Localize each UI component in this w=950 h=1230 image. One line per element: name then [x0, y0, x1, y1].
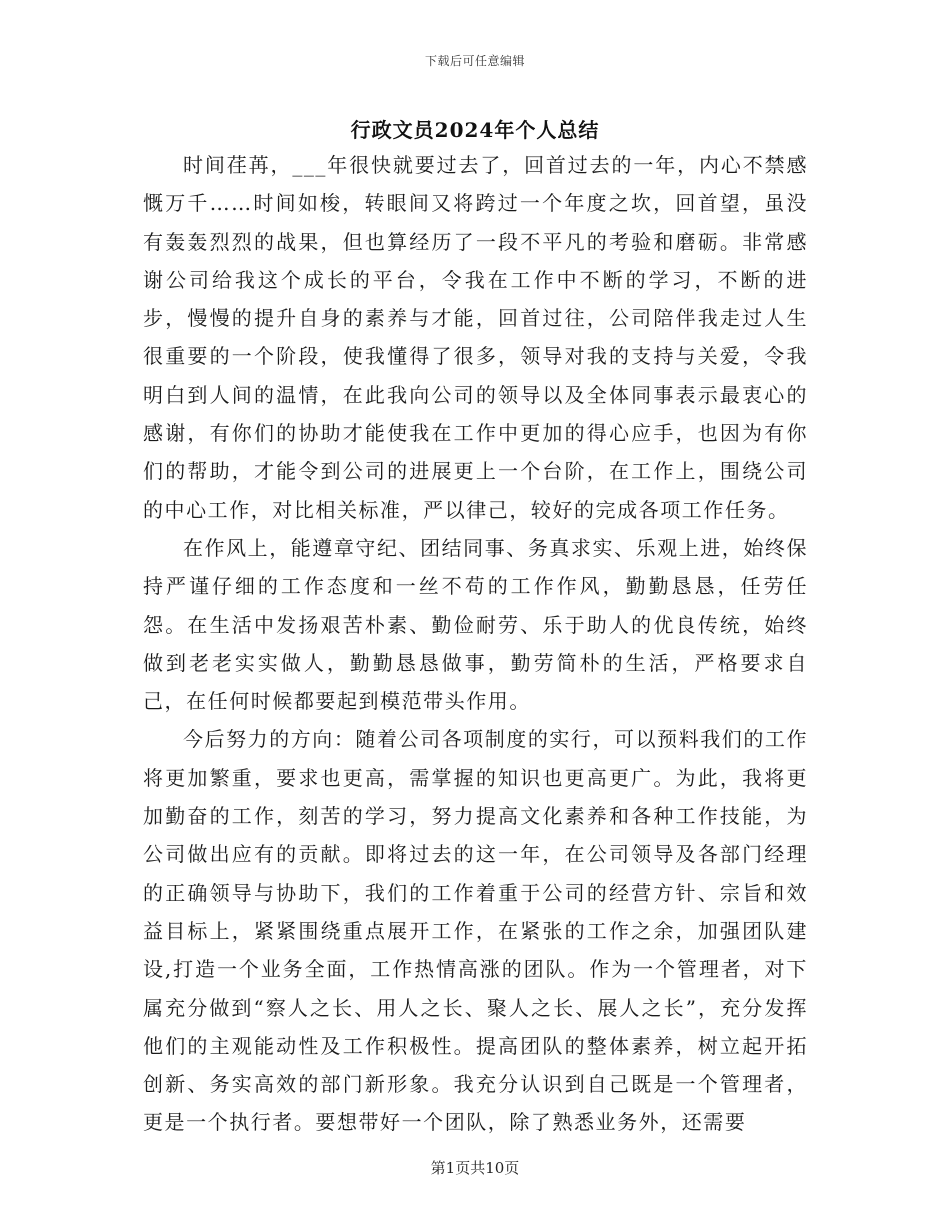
paragraph-1: 时间荏苒，___年很快就要过去了，回首过去的一年，内心不禁感慨万千……时间如梭，转眼间又将跨过一个年度之坎，回首望，虽没有轰轰烈烈的战果，但也算经历了一段不平凡的考验和磨砺。非常感谢公司给我这个成长的平台，令我在工作中不断的学习，不断的进步，慢慢的提升自身的素养与才能，回首过往，公司陪伴我走过人生很重要的一个阶段，使我懂得了很多，领导对我的支持与关爱，令我明白到人间的温情，在此我向公司的领导以及全体同事表示最衷心的感谢，有你们的协助才能使我在工作中更加的得心应手，也因为有你们的帮助，才能令到公司的进展更上一个台阶，在工作上，围绕公司的中心工作，对比相关标准，严以律己，较好的完成各项工作任务。	[143, 153, 808, 522]
paragraph-2: 在作风上，能遵章守纪、团结同事、务真求实、乐观上进，始终保持严谨仔细的工作态度和一丝不苟的工作作风，勤勤恳恳，任劳任怨。在生活中发扬艰苦朴素、勤俭耐劳、乐于助人的优良传统，始终做到老老实实做人，勤勤恳恳做事，勤劳简朴的生活，严格要求自己，在任何时候都要起到模范带头作用。	[143, 535, 808, 714]
paragraph-3: 今后努力的方向：随着公司各项制度的实行，可以预料我们的工作将更加繁重，要求也更高，需掌握的知识也更高更广。为此，我将更加勤奋的工作，刻苦的学习，努力提高文化素养和各种工作技能，为公司做出应有的贡献。即将过去的这一年，在公司领导及各部门经理的正确领导与协助下，我们的工作着重于公司的经营方针、宗旨和效益目标上，紧紧围绕重点展开工作，在紧张的工作之余，加强团队建设,打造一个业务全面，工作热情高涨的团队。作为一个管理者，对下属充分做到“察人之长、用人之长、聚人之长、展人之长”，充分发挥他们的主观能动性及工作积极性。提高团队的整体素养，树立起开拓创新、务实高效的部门新形象。我充分认识到自己既是一个管理者，更是一个执行者。要想带好一个团队，除了熟悉业务外，还需要	[143, 727, 808, 1135]
page-header-note: 下载后可任意编辑	[424, 54, 525, 68]
document-body	[143, 146, 808, 1142]
document-title: 行政文员2024年个人总结	[350, 118, 600, 142]
page-number: 第1页共10页	[430, 1159, 520, 1177]
